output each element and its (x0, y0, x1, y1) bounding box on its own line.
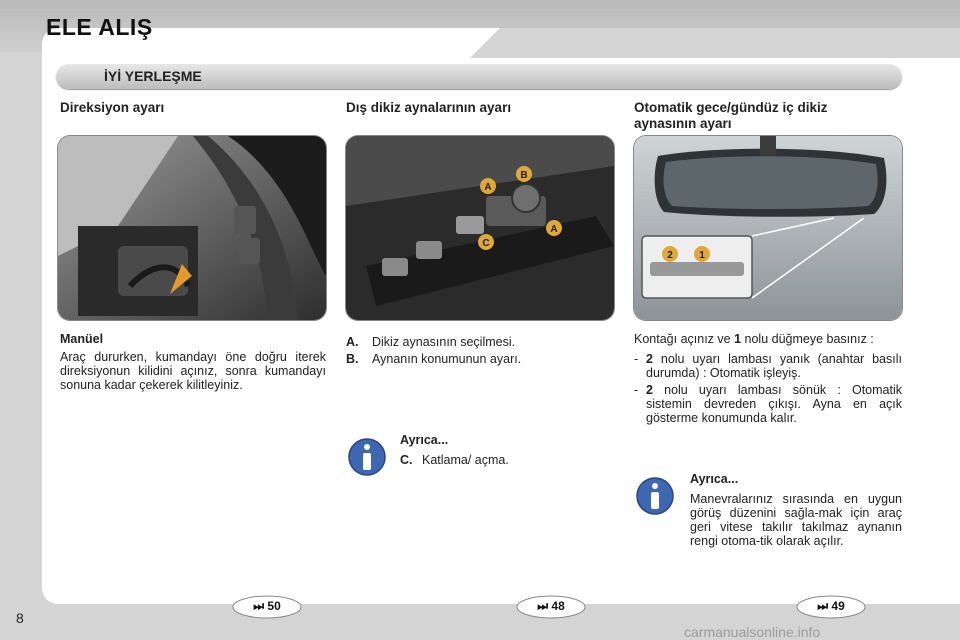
sub-heading-manual: Manüel (60, 332, 104, 346)
heading-exterior-mirrors: Dış dikiz aynalarının ayarı (346, 100, 512, 115)
heading-steering: Direksiyon ayarı (60, 100, 165, 115)
page-ref-link[interactable]: ⏭ 50 (232, 594, 302, 620)
interior-mirror-photo (634, 136, 902, 320)
heading-interior-mirror (634, 100, 828, 132)
info-icon (636, 476, 674, 516)
steering-illustration (58, 136, 326, 320)
note-item: C. Katlama/ açma. (400, 453, 509, 467)
list-item: - 2 nolu uyarı lambası yanık (anahtar basılı durumda) : Otomatik işleyiş. (634, 352, 902, 380)
note-title: Ayrıca... (400, 433, 449, 447)
panel-notch (470, 28, 960, 58)
note-title: Ayrıca... (690, 472, 739, 486)
label-a-left: A (484, 182, 492, 193)
mirror-note (400, 433, 600, 467)
skip-icon: ⏭ (817, 599, 829, 613)
label-c: C (482, 238, 490, 249)
intro-text: Kontağı açınız ve 1 nolu düğmeye basınız : (634, 332, 874, 346)
note-text: Manevralarınız sırasında en uygun görüş düzenini sağla-mak için araç geri vitese takılır takılmaz aynanın rengi otoma-tik olarak açılır. (690, 492, 902, 548)
mirror-list (346, 332, 612, 366)
steering-text (60, 332, 326, 392)
label-2: 2 (667, 250, 673, 261)
page-number: 8 (16, 610, 24, 626)
mirror-control-photo (346, 136, 614, 320)
label-b: B (520, 170, 528, 181)
mirror-control-illustration (346, 136, 614, 320)
list-item: B. Aynanın konumunun ayarı. (346, 352, 522, 366)
list-item: - 2 nolu uyarı lambası sönük : Otomatik sistemin devreden çıkışı. Ayna en açık gösterme konumunda kalır. (634, 383, 902, 425)
skip-icon: ⏭ (537, 599, 549, 613)
page-ref-link[interactable]: ⏭ 49 (796, 594, 866, 620)
list-item: A. Dikiz aynasının seçilmesi. (346, 335, 516, 349)
steering-photo (58, 136, 326, 320)
interior-mirror-note (690, 472, 902, 548)
info-icon (348, 437, 386, 477)
label-a-right: A (550, 224, 558, 235)
watermark: carmanualsonline.info (684, 624, 821, 640)
page-ref-link[interactable]: ⏭ 48 (516, 594, 586, 620)
page-title: ELE ALIŞ (46, 14, 153, 40)
interior-mirror-text (634, 332, 902, 425)
interior-mirror-illustration (634, 136, 902, 320)
section-title: İYİ YERLEŞME (104, 68, 202, 84)
heading-line-1: Otomatik gece/gündüz iç dikiz (634, 100, 828, 115)
heading-line-2: aynasının ayarı (634, 116, 732, 131)
label-1: 1 (699, 250, 705, 261)
skip-icon: ⏭ (253, 599, 265, 613)
steering-paragraph: Araç dururken, kumandayı öne doğru iterek direksiyonun kilidini açınız, sonra kumandayı sonuna kadar çekerek kilitleyiniz. (60, 350, 326, 392)
